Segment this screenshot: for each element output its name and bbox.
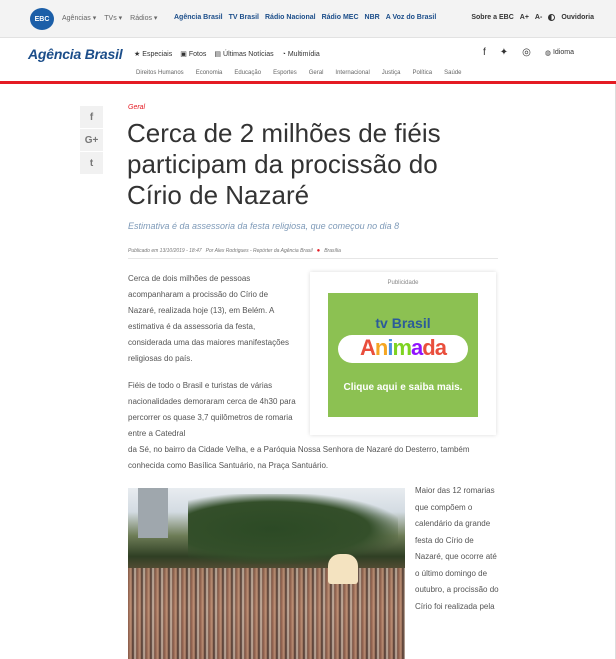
header-socials xyxy=(483,47,574,58)
article-paragraph: Maior das 12 romarias que compõem o calendário da grande festa do Círio de Nazaré, que ocorre até o último domingo de outubro, a procissão do Círio foi realizada pela xyxy=(415,486,499,611)
menu-radios[interactable]: Rádios ▾ xyxy=(130,15,158,22)
article-dateline xyxy=(128,248,341,254)
photo-crowd xyxy=(128,568,405,659)
dateline-location: Brasília xyxy=(324,248,341,254)
photo-berlinda xyxy=(328,554,358,584)
font-decrease-button[interactable]: A- xyxy=(534,14,543,21)
share-facebook-icon[interactable]: f xyxy=(80,106,103,128)
facebook-icon[interactable]: f xyxy=(482,47,486,58)
multimedia-icon: ◔ xyxy=(281,50,286,58)
nav-fotos[interactable] xyxy=(180,50,206,58)
dateline-divider xyxy=(128,258,498,259)
section-justica[interactable]: Justiça xyxy=(381,70,401,76)
link-agencia-brasil[interactable]: Agência Brasil xyxy=(174,14,223,21)
share-googleplus-icon[interactable]: G+ xyxy=(80,129,103,151)
menu-agencias[interactable]: Agências ▾ xyxy=(62,15,97,22)
newspaper-icon: ▤ xyxy=(214,51,222,58)
section-saude[interactable]: Saúde xyxy=(444,70,462,76)
ad-brand: tv Brasil xyxy=(375,315,431,331)
location-pin-icon: ● xyxy=(316,248,321,254)
publish-date: Publicado em 13/10/2019 - 18:47 xyxy=(128,248,202,254)
share-twitter-icon[interactable]: t xyxy=(80,152,103,174)
nav-label: Especiais xyxy=(142,50,173,58)
section-economia[interactable]: Economia xyxy=(195,70,223,76)
article-paragraph: Cerca de dois milhões de pessoas acompanharam a procissão do Círio de Nazaré, realizada hoje (13), em Belém. A estimativa é da assessoria da festa, considerada uma das maiores manifestações religiosas do país. xyxy=(128,274,289,363)
advertisement xyxy=(310,272,496,435)
nav-label: Últimas Notícias xyxy=(223,50,274,58)
section-internacional[interactable]: Internacional xyxy=(335,70,370,76)
ad-name: Animada xyxy=(360,335,446,360)
photo-building xyxy=(138,488,168,538)
language-label: Idioma xyxy=(552,49,574,56)
section-nav xyxy=(136,70,462,76)
ad-label: Publicidade xyxy=(387,280,419,286)
link-radio-nacional[interactable]: Rádio Nacional xyxy=(265,14,316,21)
ad-cta[interactable]: Clique aqui e saiba mais. xyxy=(343,382,463,393)
nav-label: Fotos xyxy=(188,50,207,58)
site-header xyxy=(0,38,616,84)
section-geral[interactable]: Geral xyxy=(308,70,324,76)
article-paragraph: da Sé, no bairro da Cidade Velha, e a Paróquia Nossa Senhora de Nazaré do Desterro, também conhecida como Basílica Santuário, na Praça Santuário. xyxy=(128,445,470,470)
main-nav xyxy=(134,50,320,58)
contrast-icon[interactable] xyxy=(548,14,555,21)
menu-tvs[interactable]: TVs ▾ xyxy=(104,15,123,22)
article-kicker[interactable]: Geral xyxy=(128,104,146,111)
nav-especiais[interactable] xyxy=(134,50,172,58)
ombudsman-link[interactable]: Ouvidoria xyxy=(561,14,594,21)
language-selector[interactable] xyxy=(545,49,574,57)
font-increase-button[interactable]: A+ xyxy=(519,14,529,21)
ebc-logo[interactable]: EBC xyxy=(30,8,54,30)
article-paragraph: Fiéis de todo o Brasil e turistas de várias nacionalidades demoraram cerca de 4h30 para percorrer os quase 3,7 quilômetros de romaria entre a Catedral xyxy=(128,381,296,438)
section-educacao[interactable]: Educação xyxy=(234,70,262,76)
section-direitos-humanos[interactable]: Direitos Humanos xyxy=(136,70,184,76)
star-icon: ★ xyxy=(134,51,141,58)
link-tv-brasil[interactable]: TV Brasil xyxy=(228,14,259,21)
topbar-menus xyxy=(62,14,157,22)
photo-trees xyxy=(188,494,398,564)
ebc-topbar xyxy=(0,0,616,38)
nav-ultimas-noticias[interactable] xyxy=(214,50,273,58)
article-photo[interactable] xyxy=(128,488,405,659)
brand-logo[interactable]: Agência Brasil xyxy=(28,46,123,62)
nav-multimidia[interactable] xyxy=(282,50,320,58)
link-radio-mec[interactable]: Rádio MEC xyxy=(321,14,359,21)
globe-icon: ◍ xyxy=(544,49,551,57)
topbar-right xyxy=(471,14,594,21)
link-nbr[interactable]: NBR xyxy=(364,14,380,21)
twitter-icon[interactable]: ✦ xyxy=(499,47,509,58)
topbar-links xyxy=(174,14,436,21)
share-bar xyxy=(80,106,103,175)
instagram-icon[interactable]: ◎ xyxy=(522,47,531,58)
article-subtitle: Estimativa é da assessoria da festa religiosa, que começou no dia 8 xyxy=(128,221,400,231)
section-esportes[interactable]: Esportes xyxy=(273,70,297,76)
article-title: Cerca de 2 milhões de fiéis participam da procissão do Círio de Nazaré xyxy=(127,118,441,210)
camera-icon: ▣ xyxy=(180,51,187,58)
about-ebc-link[interactable]: Sobre a EBC xyxy=(471,14,514,21)
section-politica[interactable]: Política xyxy=(412,70,433,76)
link-a-voz-do-brasil[interactable]: A Voz do Brasil xyxy=(385,14,437,21)
author-byline[interactable]: Por Alex Rodrigues - Repórter da Agência Brasil xyxy=(205,248,313,254)
nav-label: Multimídia xyxy=(287,50,320,58)
ad-banner[interactable] xyxy=(328,293,478,417)
